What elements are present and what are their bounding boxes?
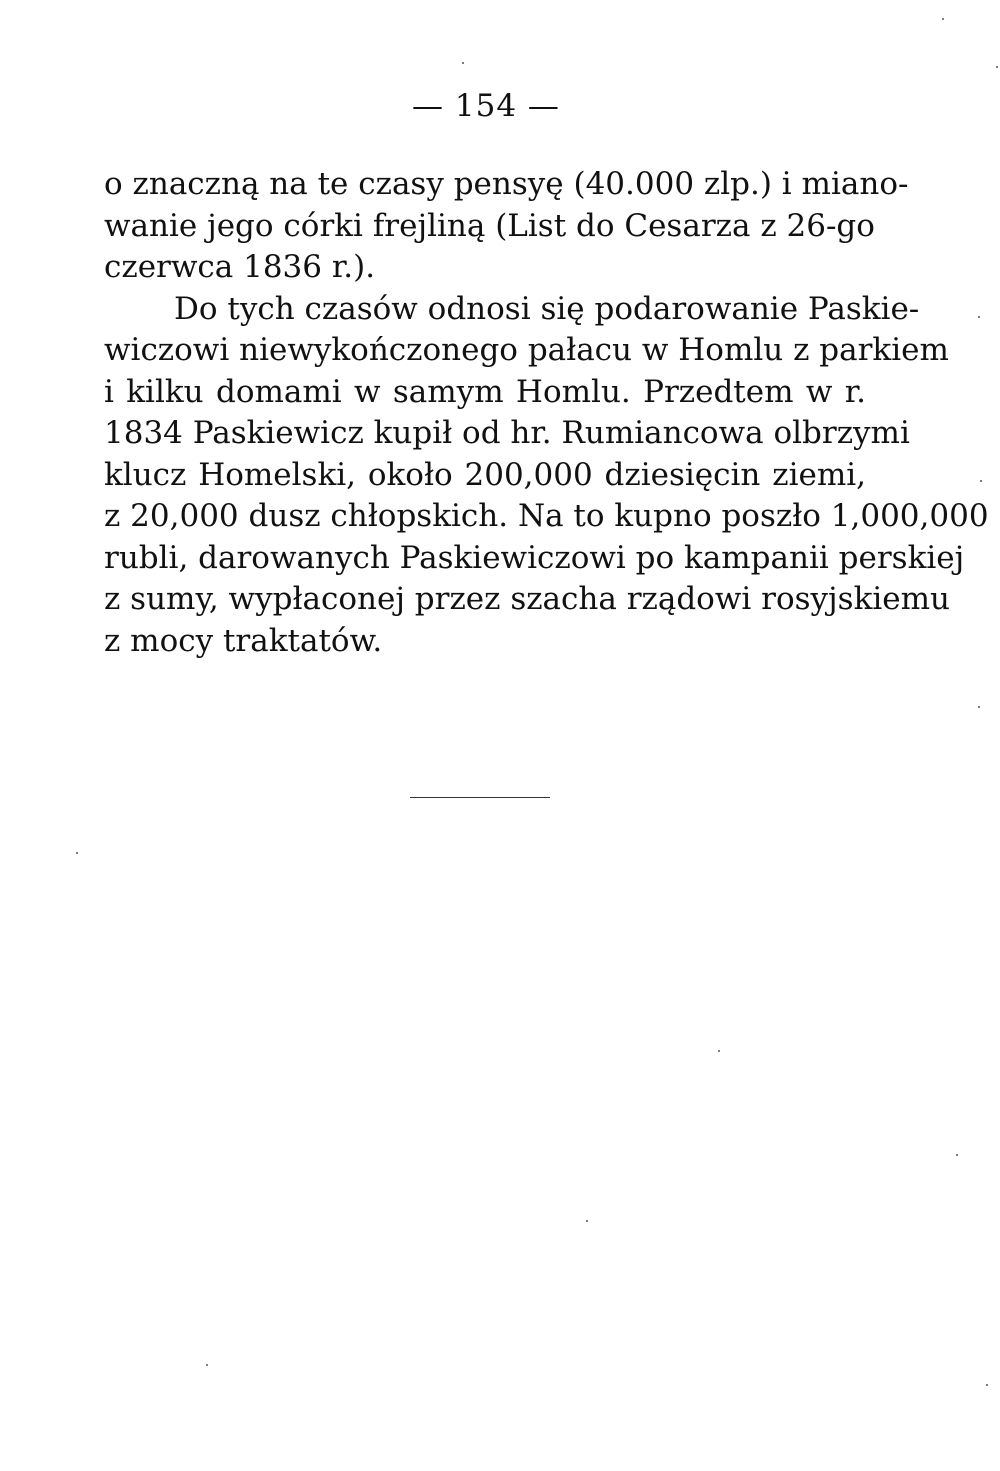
paper-speck — [206, 1364, 208, 1366]
paper-speck — [76, 852, 78, 854]
paper-speck — [586, 1220, 588, 1222]
paper-speck — [996, 66, 998, 68]
paper-speck — [978, 706, 980, 708]
paper-speck — [956, 1154, 958, 1156]
text-line: 1834 Paskiewicz kupił od hr. Rumiancowa olbrzymi — [104, 415, 910, 451]
body-text — [104, 164, 989, 662]
section-divider — [410, 797, 550, 798]
paper-speck — [462, 62, 464, 64]
text-line: wiczowi niewykończonego pałacu w Homlu z parkiem — [104, 332, 949, 368]
text-line: Do tych czasów odnosi się podarowanie Paskie- — [174, 290, 920, 327]
paper-speck — [978, 316, 980, 318]
paper-speck — [718, 1050, 720, 1052]
text-line: z 20,000 dusz chłopskich. Na to kupno poszło 1,000,000 — [104, 498, 989, 534]
text-line: z sumy, wypłaconej przez szacha rządowi rosyjskiemu — [104, 581, 950, 617]
text-line: klucz Homelski, około 200,000 dziesięcin ziemi, — [104, 456, 866, 493]
paper-speck — [986, 1384, 988, 1386]
text-line: i kilku domami w samym Homlu. Przedtem w r. — [104, 373, 866, 410]
page-number: — 154 — — [412, 88, 560, 124]
text-line: o znaczną na te czasy pensyę (40.000 zlp.) i miano- — [104, 166, 909, 202]
text-line: wanie jego córki frejliną (List do Cesarza z 26-go — [104, 207, 875, 244]
text-line: z mocy traktatów. — [104, 622, 383, 659]
text-line: czerwca 1836 r.). — [104, 249, 376, 285]
paper-speck — [980, 480, 982, 482]
text-line: rubli, darowanych Paskiewiczowi po kampanii perskiej — [104, 539, 965, 576]
paper-speck — [942, 18, 944, 20]
